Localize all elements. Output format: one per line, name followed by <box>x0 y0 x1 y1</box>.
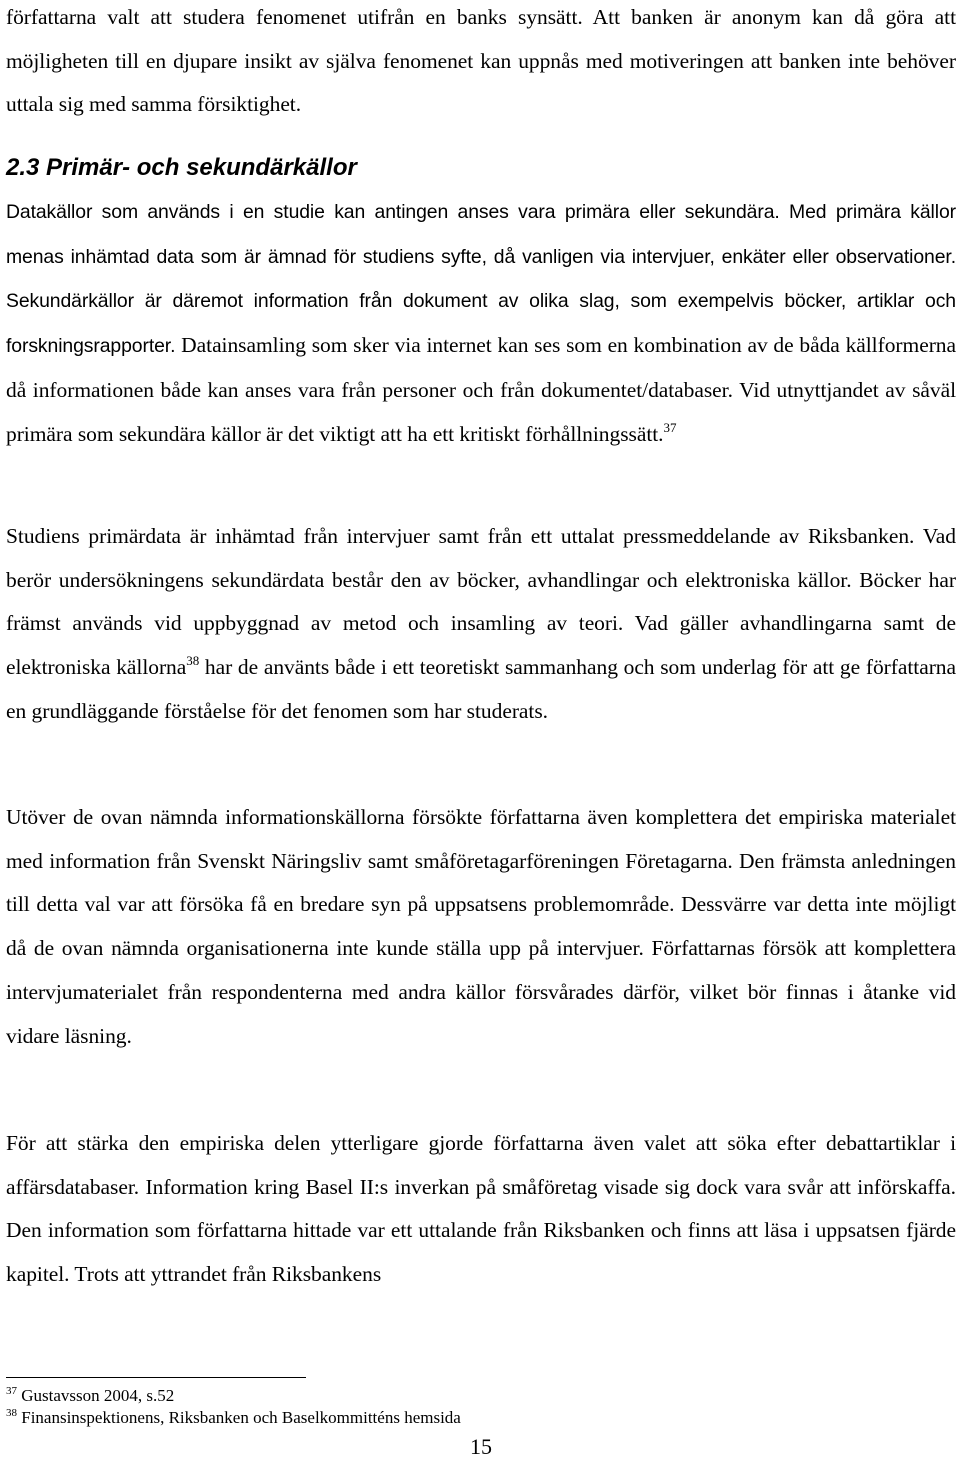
footnote-37: $^{37}$ Gustavsson 2004, s.52 <box>6 1385 175 1405</box>
footnotes <box>6 1385 956 1429</box>
paragraph-debate-articles: För att stärka den empiriska delen ytterligare gjorde författarna även valet att söka efter debattartiklar i affärsdatabaser. Information kring Basel II:s inverkan på småföretag visade sig dock vara svår att införskaffa. Den information som författarna hittade var ett uttalande från Riksbanken och finns att läsa i uppsatsen fjärde kapitel. Trots att yttrandet från Riksbankens <box>6 1131 956 1287</box>
page-number: 15 <box>470 1434 492 1459</box>
paragraph-additional-sources: Utöver de ovan nämnda informationskällorna försökte författarna även komplettera det empiriska materialet med information från Svenskt Näringsliv samt småföretagarföreningen Företagarna. Den främsta anledningen till detta val var att försöka få en bredare syn på uppsatsens problemområde. Dessvärre var detta inte möjligt då de ovan nämnda organisationerna inte kunde ställa upp på intervjuer. Författarnas försök att komplettera intervjumaterialet från respondenterna med andra källor försvårades därför, vilket bör finnas i åtanke vid vidare läsning. <box>6 805 956 1048</box>
footnote-ref-38[interactable]: 38 <box>186 653 200 669</box>
section-heading: 2.3 Primär- och sekundärkällor <box>6 154 357 181</box>
paragraph-sources-serif-text: Datainsamling som sker via internet kan ses som en kombination av de båda källformerna då informationen både kan anses vara från personer och från dokumentet/databaser. Vid utnyttjandet av såväl primära som sekundära källor är det viktigt att ha ett kritiskt förhållningssätt. <box>6 333 956 446</box>
paragraph-sources <box>6 190 956 456</box>
footnote-divider <box>6 1377 306 1378</box>
footnote-ref-37[interactable]: 37 <box>663 419 677 435</box>
footnote-38: $^{38}$ Finansinspektionens, Riksbanken och Baselkommitténs hemsida <box>6 1407 461 1427</box>
document-page <box>6 0 956 1460</box>
paragraph-primary-data: Studiens primärdata är inhämtad från intervjuer samt från ett uttalat pressmeddelande av Riksbanken. Vad berör undersökningens sekundärdata består den av böcker, avhandlingar och elektroniska källor. Böcker har främst används vid uppbyggnad av metod och insamling av teori. Vad gäller avhandlingarna samt de elektroniska källorna$^{38}$ har de använts både i ett teoretiskt sammanhang och som underlag för att ge författarna en grundläggande förståelse för det fenomen som har studerats. <box>6 524 957 723</box>
continuation-paragraph: författarna valt att studera fenomenet utifrån en banks synsätt. Att banken är anonym kan då göra att möjligheten till en djupare insikt av själva fenomenet kan uppnås med motiveringen att banken inte behöver uttala sig med samma försiktighet. <box>6 5 956 117</box>
paragraph-sources-sans-text: Datakällor som används i en studie kan antingen anses vara primära eller sekundära. Med primära källor menas inhämtad data som är ämnad för studiens syfte, då vanligen via intervjuer, enkäter eller observationer. Sekundärkällor är däremot information från dokument av olika slag, som exempelvis böcker, artiklar och forskningsrapporter. <box>6 201 956 358</box>
